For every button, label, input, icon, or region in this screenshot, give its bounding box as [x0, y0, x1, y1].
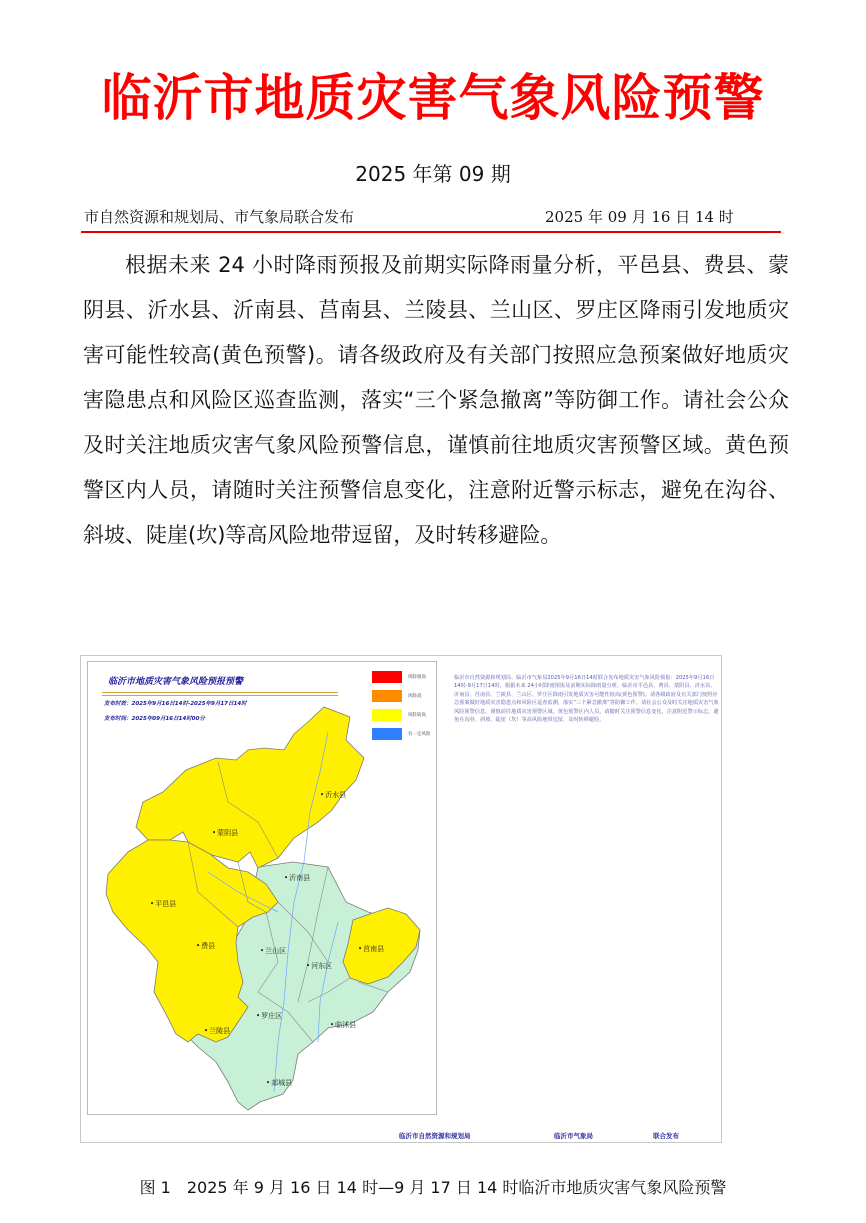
map-title: 临沂市地质灾害气象风险预报预警 — [108, 677, 244, 687]
document-title: 临沂市地质灾害气象风险预警 — [101, 69, 765, 127]
issue-number: 2025 年第 09 期 — [355, 162, 511, 186]
place-lanshan: • 兰山区 — [260, 946, 286, 956]
place-hedong: • 河东区 — [306, 961, 332, 971]
place-pingyi: • 平邑县 — [150, 899, 176, 909]
place-junan: • 莒南县 — [358, 944, 384, 954]
publisher: 市自然资源和规划局、市气象局联合发布 — [84, 208, 355, 226]
warning-map-figure — [80, 655, 722, 1143]
legend-label: 有一定风险 — [408, 732, 431, 737]
legend-swatch-red — [372, 671, 402, 683]
figure-caption: 图 1 2025 年 9 月 16 日 14 时—9 月 17 日 14 时临沂市地质灾害气象风险预警 — [139, 1178, 727, 1197]
map-panel — [87, 661, 437, 1115]
place-lanling: • 兰陵县 — [204, 1026, 230, 1036]
place-tancheng: • 郯城县 — [266, 1078, 292, 1088]
map-footer-org3: 联合发布 — [653, 1132, 679, 1140]
place-yishui: • 沂水县 — [320, 790, 346, 800]
legend-swatch-blue — [372, 728, 402, 740]
map-title-rule-2 — [102, 695, 338, 696]
map-legend — [372, 671, 452, 747]
warning-body-text: 根据未来 24 小时降雨预报及前期实际降雨量分析，平邑县、费县、蒙阴县、沂水县、沂南县、莒南县、兰陵县、兰山区、罗庄区降雨引发地质灾害可能性较高(黄色预警)。请各级政府及有关部门按照应急预案做好地质灾害隐患点和风险区巡查监测，落实“三个紧急撤离”等防御工作。请社会公众及时关注地质灾害气象风险预警信息，谨慎前往地质灾害预警区域。黄色预警区内人员，请随时关注预警信息变化，注意附近警示标志，避免在沟谷、斜坡、陡崖(坎)等高风险地带逗留，及时转移避险。 — [83, 253, 789, 547]
map-footer-org2: 临沂市气象局 — [554, 1132, 593, 1140]
map-title-rule — [102, 692, 338, 693]
legend-item — [372, 690, 452, 709]
map-valid-time: 发布时效：2025年9月16日14时-2025年9月17日14时 — [104, 701, 247, 707]
header-divider — [81, 231, 781, 233]
place-yinan: • 沂南县 — [284, 873, 310, 883]
legend-label: 风险高 — [408, 694, 422, 699]
legend-item — [372, 671, 452, 690]
place-luozhuang: • 罗庄区 — [256, 1011, 282, 1021]
place-mengyin: • 蒙阴县 — [212, 828, 238, 838]
place-feixian: • 费县 — [196, 941, 215, 951]
legend-label: 风险很高 — [408, 675, 426, 680]
map-description: 临沂市自然资源和规划局、临沂市气象局2025年9月16日14时联合发布地质灾害气象风险预报：2025年9月16日14时-9月17日14时，根据未来 24小时降雨预报及前期实际降雨量分析，临沂市平邑县、费县、蒙阴县、沂水县、沂南县、莒南县、兰陵县、兰山区、罗庄区降雨引发地质灾害可能性较高(黄色预警)。请各级政府及有关部门按照应急预案做好地质灾害隐患点和风险区巡查监测，落实“三个紧急撤离”等防御工作。请社会公众及时关注地质灾害气象风险预警信息，谨慎前往地质灾害预警区域。黄色预警区内人员，请随时关注预警信息变化，注意附近警示标志，避免在沟谷、斜坡、陡崖（坎）等高风险地带逗留，及时转移避险。 — [454, 675, 719, 724]
publish-time: 2025 年 09 月 16 日 14 时 — [545, 208, 734, 226]
map-footer-org1: 临沂市自然资源和规划局 — [399, 1132, 471, 1140]
legend-swatch-orange — [372, 690, 402, 702]
map-issue-time: 发布时间：2025年09月16日14时00分 — [104, 716, 205, 722]
place-linshu: • 临沭县 — [330, 1020, 356, 1030]
legend-item — [372, 728, 452, 747]
legend-item — [372, 709, 452, 728]
legend-label: 风险较高 — [408, 713, 426, 718]
legend-swatch-yellow — [372, 709, 402, 721]
